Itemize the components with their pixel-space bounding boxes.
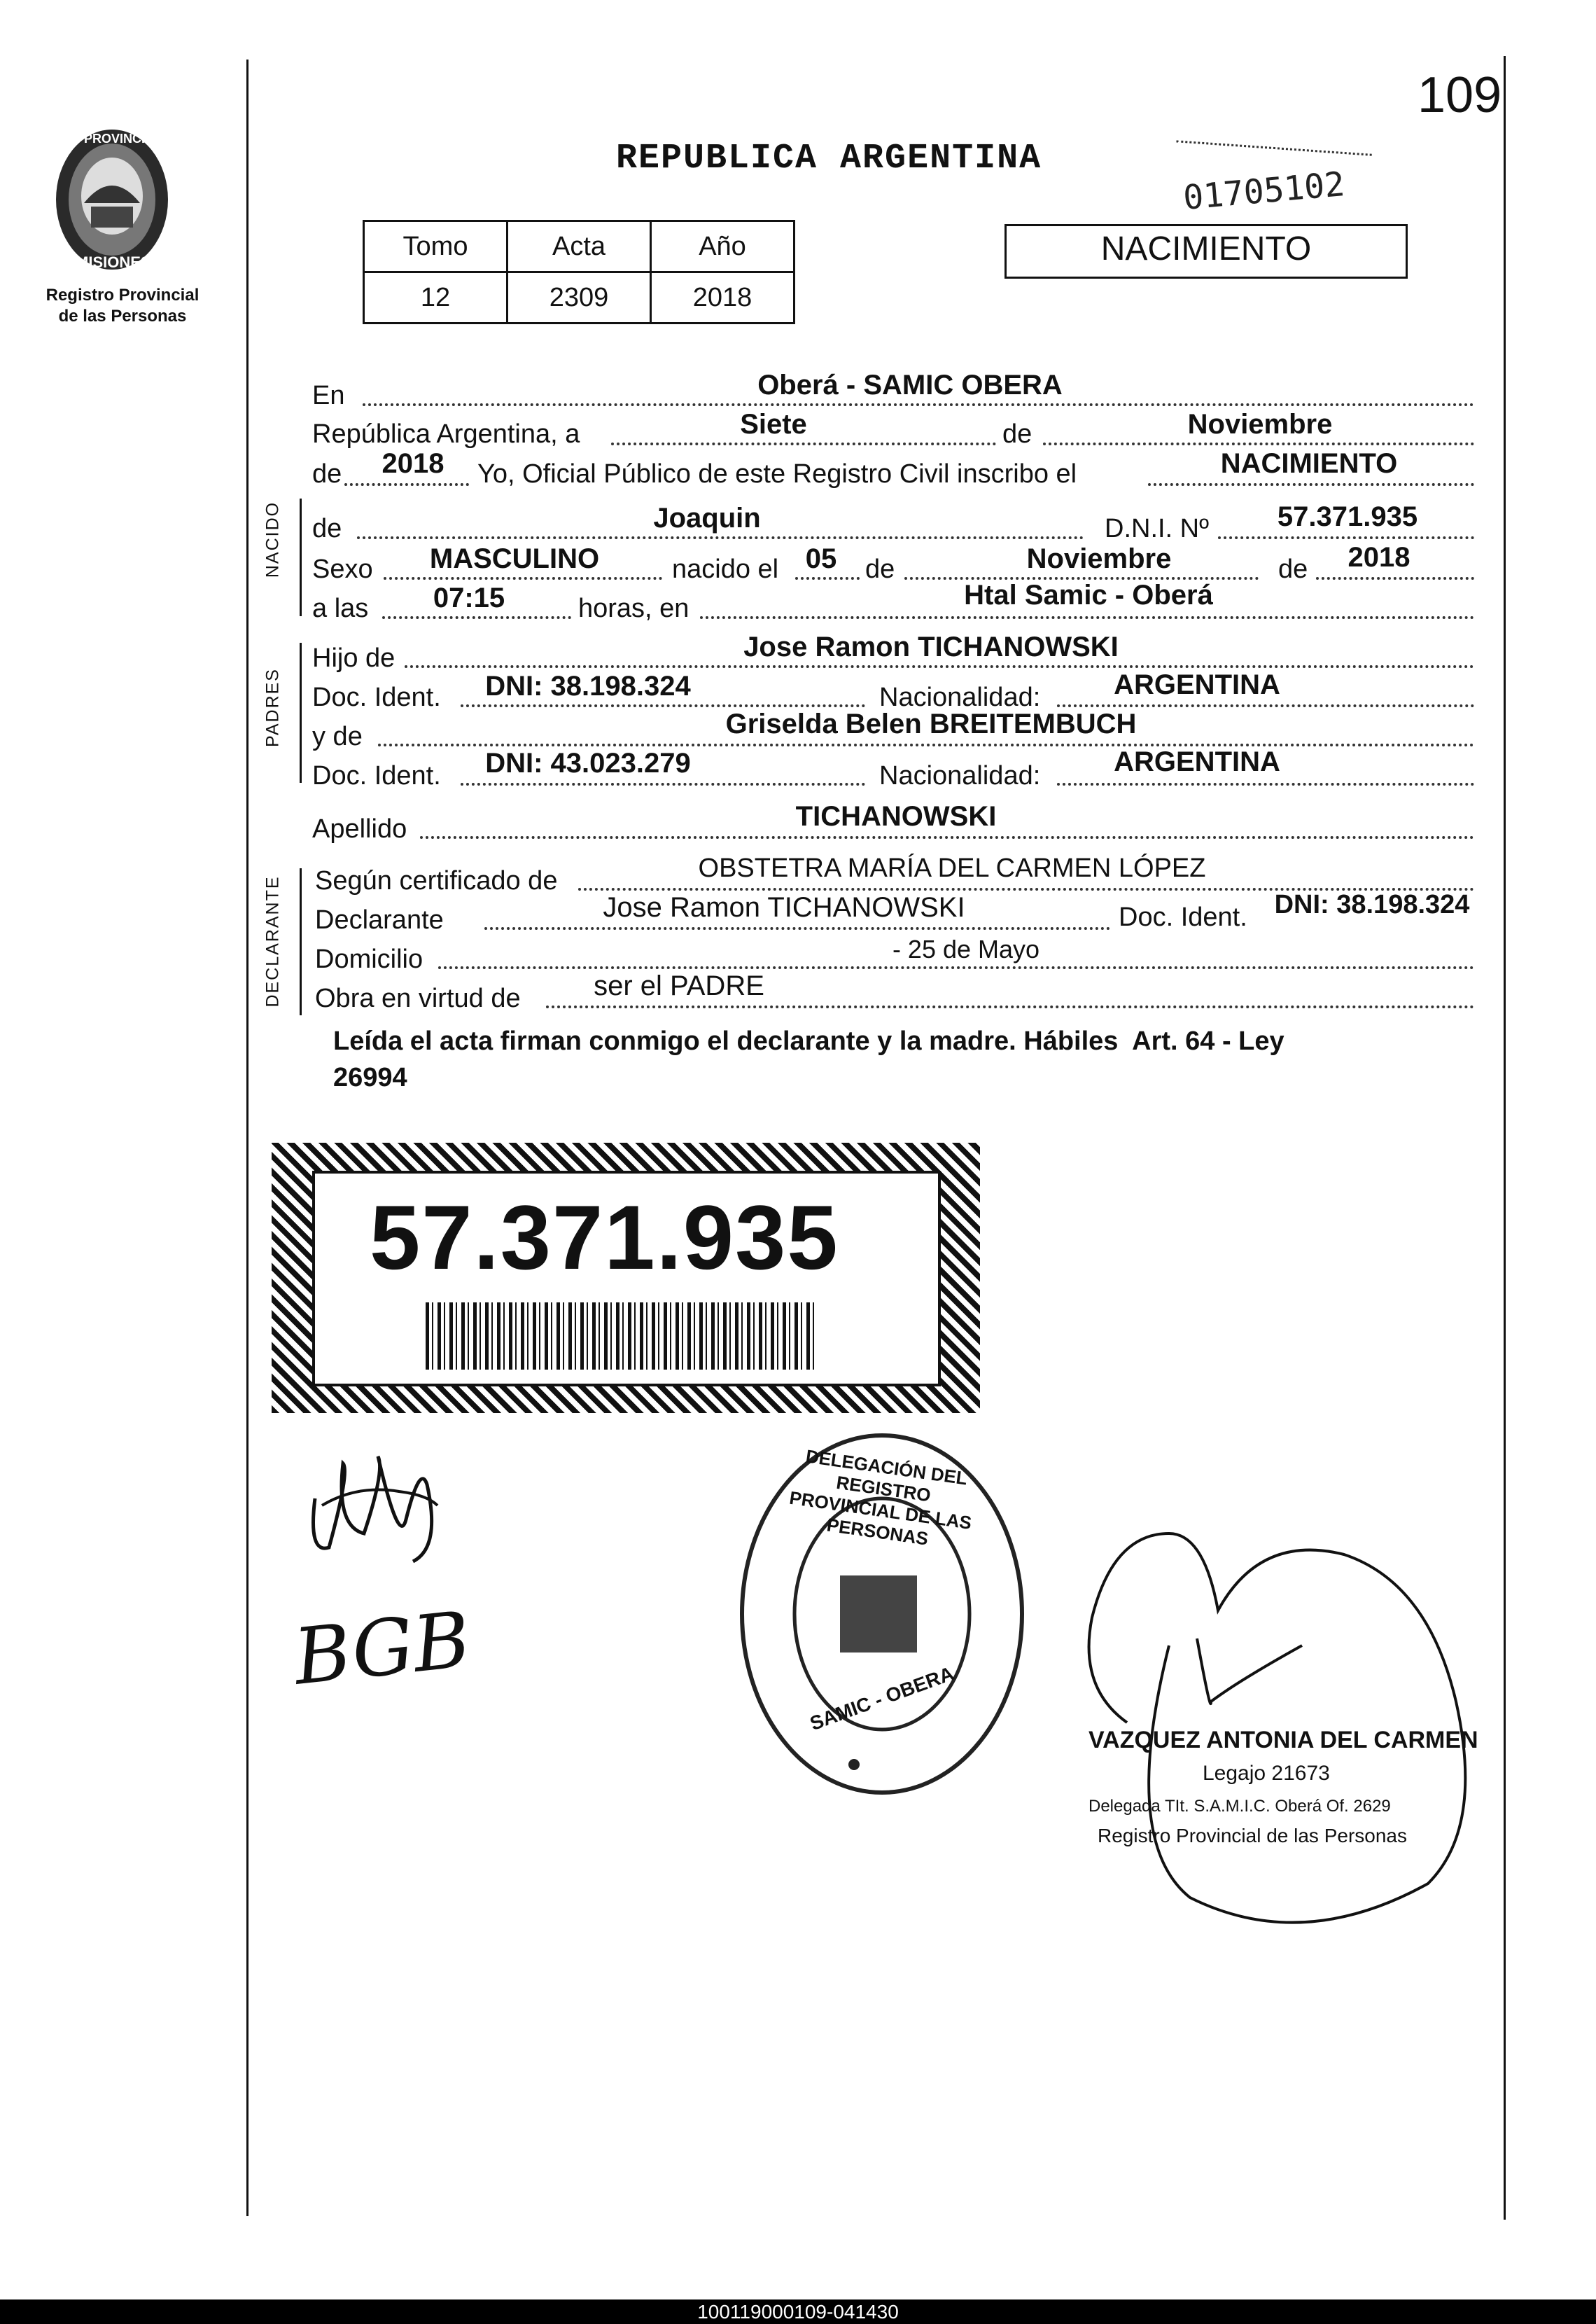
line-mnat-dots [1057, 783, 1474, 786]
label-doc-ident-declarant: Doc. Ident. [1119, 903, 1247, 932]
registry-seal [42, 119, 182, 280]
line-bday-dots [795, 577, 860, 580]
dni-barcode [426, 1302, 818, 1370]
label-doc-ident-father: Doc. Ident. [312, 683, 441, 712]
certificate-by-value: OBSTETRA MARÍA DEL CARMEN LÓPEZ [698, 854, 1206, 883]
line-mother-dots [378, 744, 1474, 746]
mother-name-value: Griselda Belen BREITEMBUCH [725, 709, 1137, 739]
round-stamp-inner-text: SAMIC - OBERA [806, 1662, 957, 1735]
label-de-month: de [1002, 419, 1032, 449]
left-margin-line [246, 60, 248, 2216]
line-year-dots [344, 483, 469, 486]
table-header-tomo: Tomo [364, 221, 507, 272]
acts-as-value: ser el PADRE [594, 970, 764, 1001]
label-nacionalidad-father: Nacionalidad: [879, 683, 1041, 712]
line-time-dots [382, 616, 571, 619]
serial-stamp-line [1176, 140, 1372, 156]
line-month-dots [1043, 443, 1474, 445]
seal-text-bottom: MISIONES [76, 253, 151, 271]
line-act-dots [1148, 483, 1474, 486]
signature-scribble-icon [301, 1442, 455, 1596]
line-mdoc-dots [461, 783, 865, 786]
line-fdoc-dots [461, 704, 865, 707]
label-yo-oficial: Yo, Oficial Público de este Registro Civil inscribo el [477, 459, 1077, 489]
line-byear-dots [1316, 577, 1474, 580]
birth-day-value: 05 [805, 543, 837, 574]
official-stamp-line4: Registro Provincial de las Personas [1098, 1825, 1407, 1846]
label-obra-en-virtud: Obra en virtud de [315, 984, 521, 1013]
registry-name-line2: de las Personas [58, 307, 187, 326]
section-nacido: NACIDO [262, 501, 283, 578]
address-value: - 25 de Mayo [892, 935, 1040, 963]
handwritten-signature [301, 1442, 455, 1596]
footer-code: 100119000109-041430 [697, 2301, 899, 2323]
table-header-acta: Acta [507, 221, 651, 272]
label-doc-ident-mother: Doc. Ident. [312, 761, 441, 791]
official-stamp-line2: Legajo 21673 [1203, 1762, 1330, 1785]
label-hijo-de: Hijo de [312, 643, 396, 673]
serial-stamp: 01705102 [1181, 165, 1347, 218]
label-de-name: de [312, 514, 342, 543]
label-republica: República Argentina, a [312, 419, 580, 449]
label-de-bmonth: de [865, 555, 895, 584]
line-father-dots [405, 665, 1474, 668]
declarante-bracket [300, 868, 302, 1015]
declarant-doc-value: DNI: 38.198.324 [1274, 890, 1470, 919]
section-declarante: DECLARANTE [262, 875, 283, 1008]
line-en-dots [363, 403, 1474, 406]
table-value-ano: 2018 [651, 272, 794, 323]
declarant-name-value: Jose Ramon TICHANOWSKI [603, 892, 965, 923]
father-nationality-value: ARGENTINA [1114, 669, 1280, 700]
place-value: Oberá - SAMIC OBERA [757, 370, 1063, 401]
official-signature [1008, 1407, 1512, 1940]
section-padres: PADRES [262, 668, 283, 747]
mother-nationality-value: ARGENTINA [1114, 746, 1280, 777]
label-domicilio: Domicilio [315, 945, 424, 974]
child-dni-value: 57.371.935 [1277, 501, 1418, 532]
closing-statement-line2: 26994 [333, 1063, 407, 1092]
birth-year-value: 2018 [1348, 542, 1410, 573]
registry-name-line1: Registro Provincial [46, 286, 200, 305]
dni-label-number: 57.371.935 [370, 1186, 839, 1288]
line-day-dots [611, 443, 996, 445]
label-segun-certificado: Según certificado de [315, 866, 558, 896]
label-nacido-el: nacido el [672, 555, 779, 584]
record-table [363, 220, 795, 324]
line-declarant-dots [484, 927, 1110, 930]
round-stamp-outer-text: DELEGACIÓN DEL REGISTRO PROVINCIAL DE LAS PERSONAS [788, 1445, 973, 1550]
reg-month-value: Noviembre [1187, 409, 1333, 440]
act-type-value: NACIMIENTO [1220, 448, 1398, 479]
closing-statement-line1: Leída el acta firman conmigo el declarante y la madre. Hábiles Art. 64 - Ley [333, 1027, 1284, 1056]
line-dni-dots [1218, 536, 1474, 539]
line-surname-dots [420, 836, 1474, 839]
label-apellido: Apellido [312, 814, 407, 844]
label-de-byear: de [1278, 555, 1308, 584]
seal-text-top: PROVINCIA DE [84, 132, 175, 146]
label-dni-no: D.N.I. Nº [1105, 514, 1209, 543]
table-value-acta: 2309 [507, 272, 651, 323]
label-nacionalidad-mother: Nacionalidad: [879, 761, 1041, 791]
delegation-round-stamp [735, 1428, 1029, 1800]
label-sexo: Sexo [312, 555, 373, 584]
label-y-de: y de [312, 722, 363, 751]
official-signature-scribble-icon [1008, 1407, 1512, 1940]
surname-value: TICHANOWSKI [795, 801, 997, 832]
line-sex-dots [384, 577, 662, 580]
line-bplace-dots [700, 616, 1474, 619]
official-stamp-line3: Delegada TIt. S.A.M.I.C. Oberá Of. 2629 [1088, 1797, 1391, 1816]
sex-value: MASCULINO [429, 543, 600, 574]
line-name-dots [357, 536, 1084, 539]
line-fnat-dots [1057, 704, 1474, 707]
label-declarante: Declarante [315, 905, 444, 935]
mother-doc-value: DNI: 43.023.279 [485, 748, 691, 779]
label-de-year: de [312, 459, 342, 489]
reg-year-value: 2018 [382, 448, 444, 479]
father-doc-value: DNI: 38.198.324 [485, 671, 691, 702]
birth-place-value: Htal Samic - Oberá [964, 580, 1213, 611]
father-name-value: Jose Ramon TICHANOWSKI [743, 632, 1119, 662]
label-a-las: a las [312, 594, 369, 623]
label-en: En [312, 381, 345, 410]
table-header-ano: Año [651, 221, 794, 272]
line-address-dots [438, 966, 1474, 969]
record-type: NACIMIENTO [1100, 230, 1312, 267]
line-acts-dots [546, 1006, 1474, 1008]
table-value-tomo: 12 [364, 272, 507, 323]
initials-signature: BGB [289, 1594, 475, 1702]
page-number: 109 [1418, 67, 1502, 123]
child-name-value: Joaquin [653, 503, 761, 534]
birth-time-value: 07:15 [433, 583, 505, 613]
dni-label [272, 1143, 980, 1413]
reg-day-value: Siete [740, 409, 807, 440]
nacido-bracket [300, 499, 302, 616]
official-stamp-line1: VAZQUEZ ANTONIA DEL CARMEN [1088, 1727, 1478, 1753]
country-title: REPUBLICA ARGENTINA [616, 139, 1042, 179]
padres-bracket [300, 643, 302, 783]
label-horas-en: horas, en [578, 594, 690, 623]
birth-month-value: Noviembre [1026, 543, 1172, 574]
